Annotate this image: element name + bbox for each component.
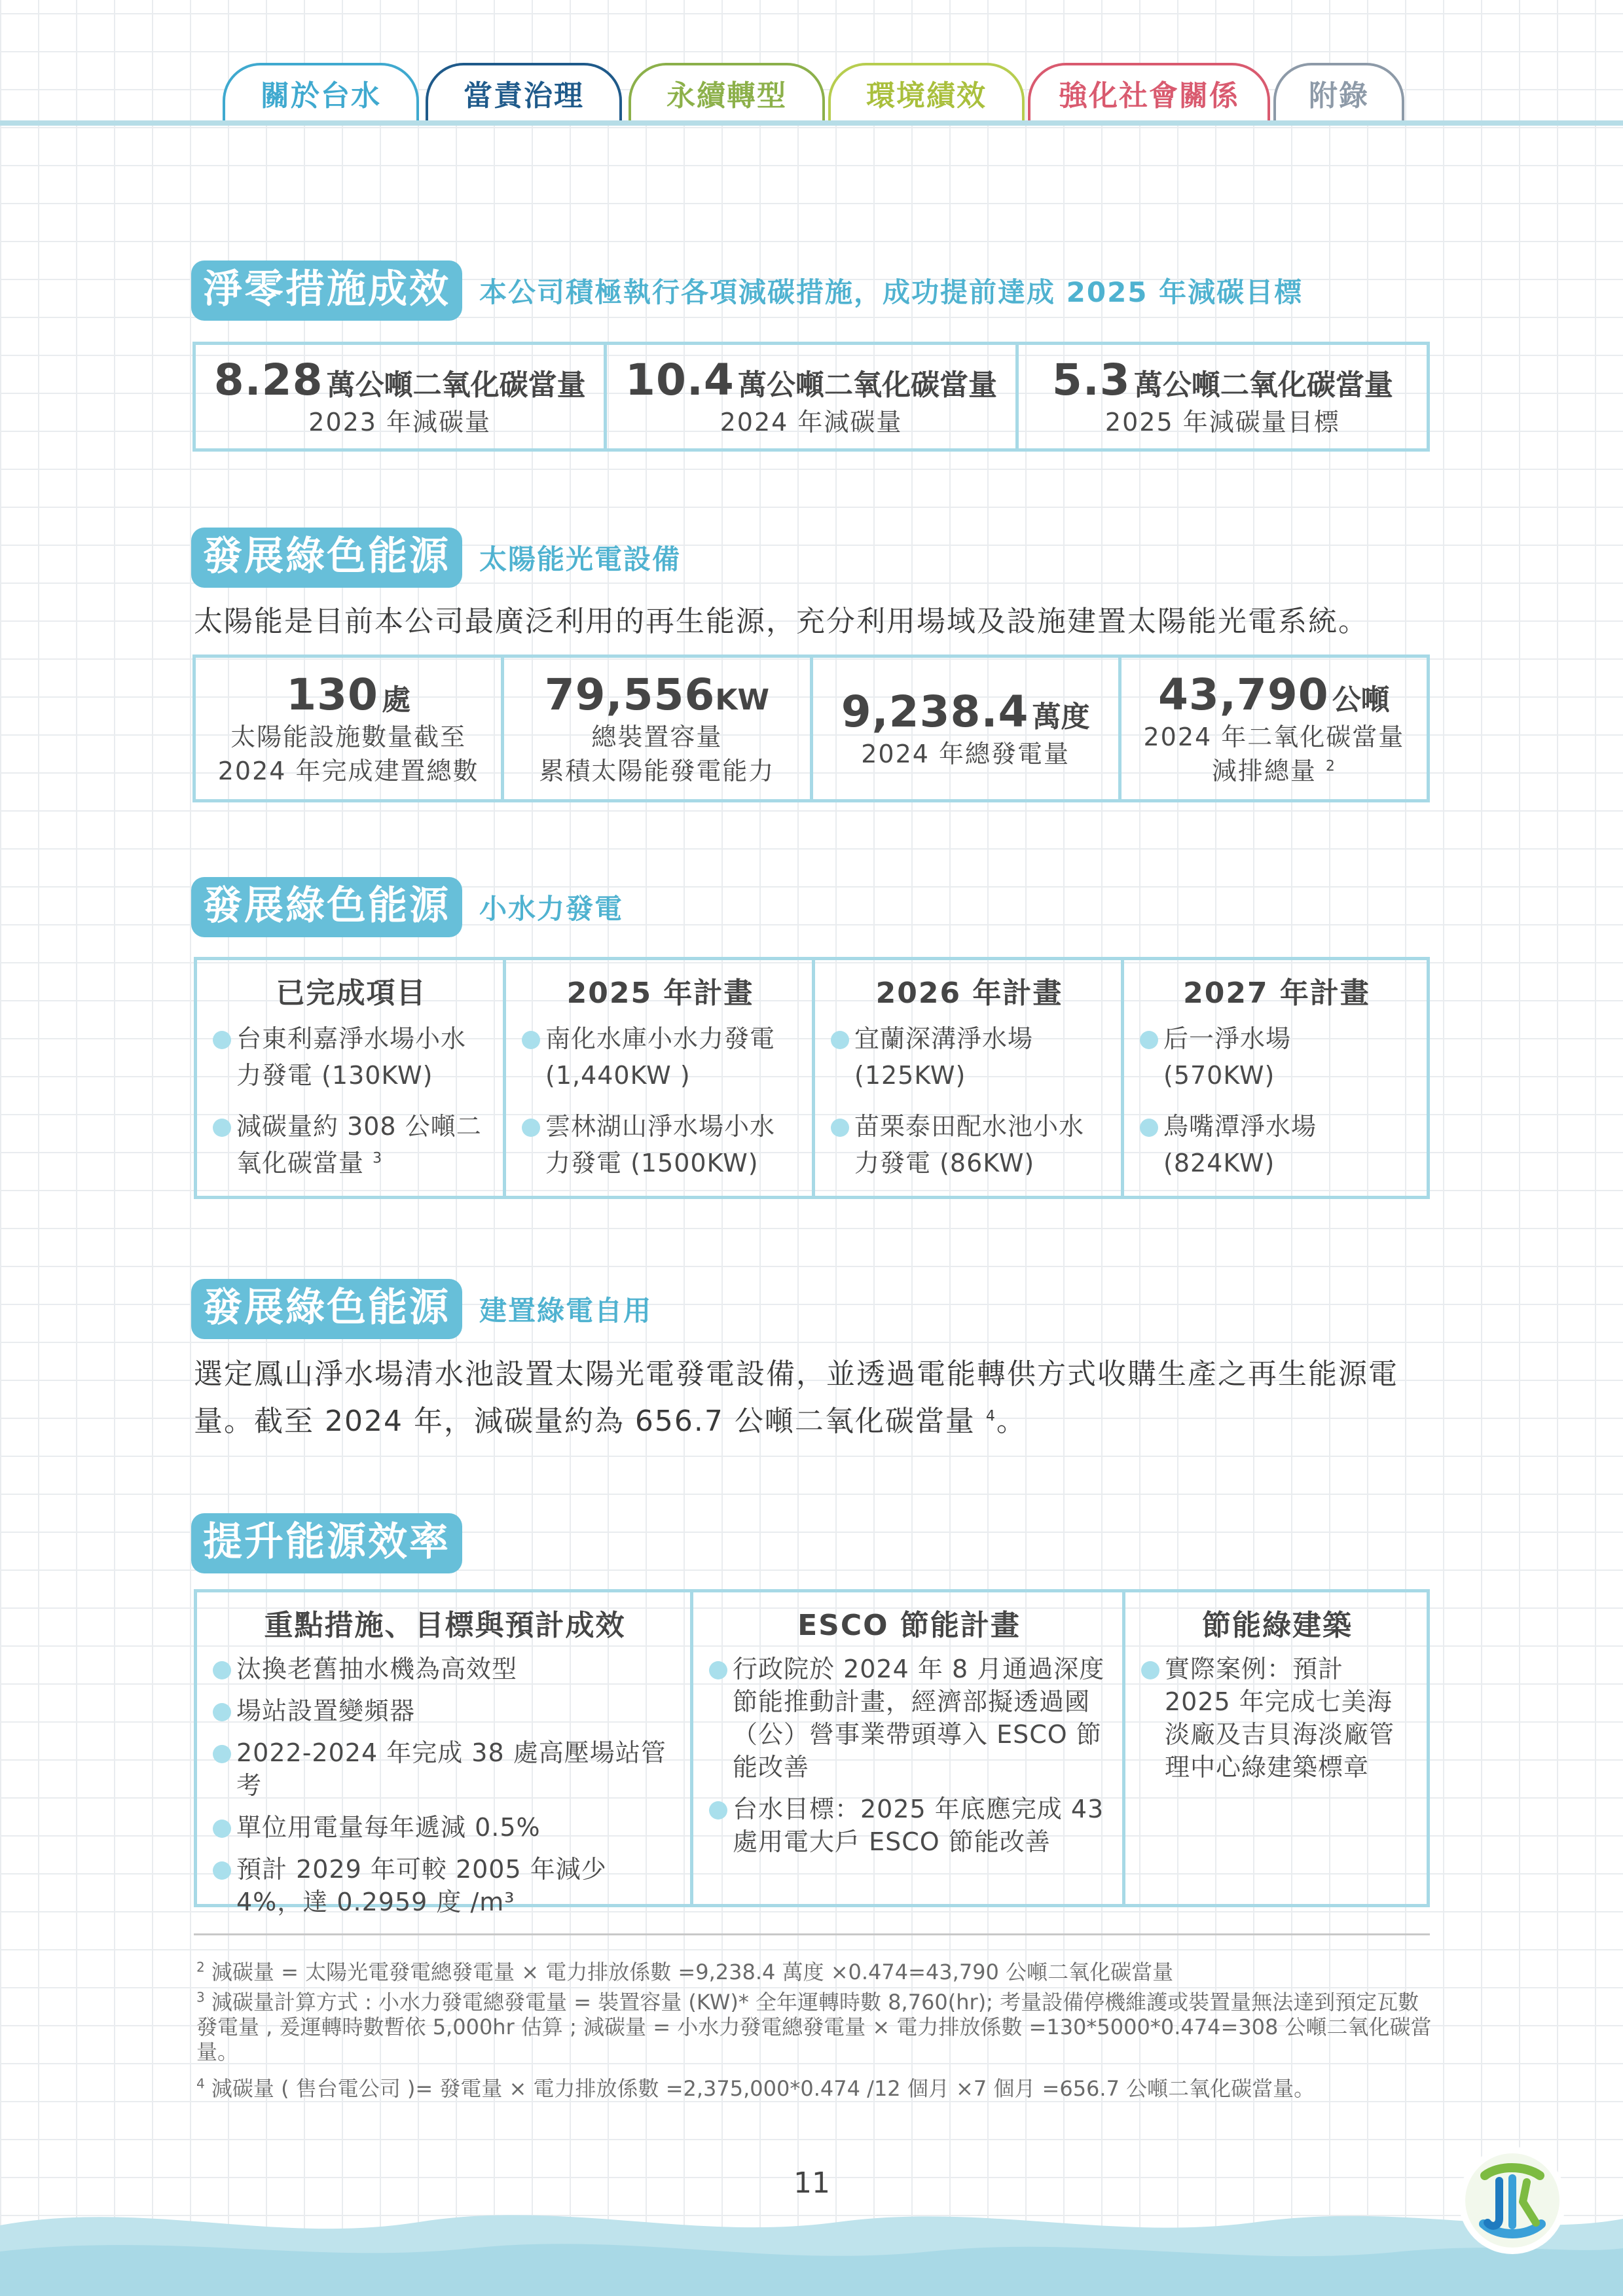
footnote-3: $^3$ 減碳量計算方式 : 小水力發電總發電量 = 裝置容量 (KW)* 全年運轉時數 8,760(hr); 考量設備停機維護或裝置量無法達到預定瓦數發電量 , 爰運轉時數暫依 5,000hr 估算 ; 減碳量 = 小水力發電總發電量 × 電力排放係數 =130*5000*0.474=308 公噸二氧化碳當量。 bbox=[196, 1989, 1432, 2064]
solar-stats bbox=[192, 655, 1430, 802]
list-item: 台東利嘉淨水場小水力發電 (130KW) bbox=[211, 1020, 491, 1094]
footnote-2: $^2$ 減碳量 = 太陽光電發電總發電量 × 電力排放係數 =9,238.4 萬度 ×0.474=43,790 公噸二氧化碳當量 bbox=[196, 1959, 1174, 1984]
hydro-col-2025: 2025 年計畫 南化水庫小水力發電 (1,440KW ) 雲林湖山淨水場小水力發電 (1500KW) bbox=[506, 960, 815, 1196]
hydro-subtitle: 小水力發電 bbox=[479, 893, 624, 925]
efficiency-col-measures: 重點措施、目標與預計成效 汰換老舊抽水機為高效型 場站設置變頻器 2022-2024 年完成 38 處高壓場站管考 單位用電量每年遞減 0.5% 預計 2029 年可較 2005 年減少 4%，達 0.2959 度 /m³ bbox=[197, 1592, 693, 1904]
self-use-title: 發展綠色能源 bbox=[191, 1279, 462, 1339]
net-zero-subtitle: 本公司積極執行各項減碳措施，成功提前達成 2025 年減碳目標 bbox=[479, 276, 1304, 308]
solar-stat-generation: 9,238.4 萬度 2024 年總發電量 bbox=[813, 658, 1122, 799]
hydro-col-completed: 已完成項目 台東利嘉淨水場小水力發電 (130KW) 減碳量約 308 公噸二氧化碳當量 $^3$ bbox=[197, 960, 506, 1196]
page-number: 11 bbox=[793, 2166, 830, 2200]
list-item: 雲林湖山淨水場小水力發電 (1500KW) bbox=[520, 1108, 800, 1181]
efficiency-col-green-building: 節能綠建築 實際案例：預計 2025 年完成七美海淡廠及吉貝海淡廠管理中心綠建築標章 bbox=[1125, 1592, 1427, 1904]
hydro-col-2027: 2027 年計畫 后一淨水場 (570KW) 鳥嘴潭淨水場 (824KW) bbox=[1124, 960, 1427, 1196]
list-item: 實際案例：預計 2025 年完成七美海淡廠及吉貝海淡廠管理中心綠建築標章 bbox=[1140, 1653, 1415, 1784]
net-zero-stats bbox=[192, 342, 1430, 452]
self-use-heading bbox=[191, 1279, 652, 1339]
hydro-col-2026: 2026 年計畫 宜蘭深溝淨水場 (125KW) 苗栗泰田配水池小水力發電 (86KW) bbox=[815, 960, 1124, 1196]
stat-2025: 5.3 萬公噸二氧化碳當量 2025 年減碳量目標 bbox=[1051, 354, 1393, 437]
section-tabs bbox=[216, 63, 1395, 123]
list-item: 場站設置變頻器 bbox=[211, 1695, 678, 1727]
list-item: 鳥嘴潭淨水場 (824KW) bbox=[1139, 1108, 1321, 1181]
tab-about[interactable]: 關於台水 bbox=[223, 63, 419, 120]
list-item: 汰換老舊抽水機為高效型 bbox=[211, 1653, 678, 1685]
hydro-title: 發展綠色能源 bbox=[191, 877, 462, 937]
list-item: 行政院於 2024 年 8 月通過深度節能推動計畫，經濟部擬透過國（公）營事業帶頭導入 ESCO 節能改善 bbox=[708, 1653, 1110, 1784]
stat-2024: 10.4 萬公噸二氧化碳當量 2024 年減碳量 bbox=[607, 345, 1018, 448]
list-item: 台水目標：2025 年底應完成 43 處用電大戶 ESCO 節能改善 bbox=[708, 1793, 1110, 1858]
list-item: 苗栗泰田配水池小水力發電 (86KW) bbox=[830, 1108, 1109, 1181]
hydro-table bbox=[194, 957, 1430, 1199]
solar-stat-reduction: 43,790 公噸 2024 年二氧化碳當量 減排總量 $^2$ bbox=[1143, 669, 1405, 785]
net-zero-heading bbox=[191, 260, 1303, 321]
tab-governance[interactable]: 當責治理 bbox=[426, 63, 622, 120]
footnote-ref: 2 bbox=[1325, 757, 1336, 774]
tab-transformation[interactable]: 永續轉型 bbox=[629, 63, 825, 120]
efficiency-table bbox=[194, 1589, 1430, 1916]
footnote-divider bbox=[194, 1933, 1430, 1935]
list-item: 減碳量約 308 公噸二氧化碳當量 $^3$ bbox=[211, 1108, 491, 1181]
solar-heading bbox=[191, 528, 681, 588]
efficiency-title: 提升能源效率 bbox=[191, 1513, 462, 1573]
list-item: 宜蘭深溝淨水場 (125KW) bbox=[830, 1020, 1109, 1094]
footnote-ref: 3 bbox=[373, 1150, 383, 1167]
header-divider bbox=[0, 120, 1623, 126]
net-zero-title: 淨零措施成效 bbox=[191, 260, 462, 321]
hydro-heading bbox=[191, 877, 623, 937]
tab-appendix[interactable]: 附錄 bbox=[1273, 63, 1404, 120]
tab-environment[interactable]: 環境績效 bbox=[828, 63, 1025, 120]
list-item: 后一淨水場 (570KW) bbox=[1139, 1020, 1294, 1094]
solar-subtitle: 太陽能光電設備 bbox=[479, 543, 682, 575]
tab-social[interactable]: 強化社會關係 bbox=[1028, 63, 1270, 120]
efficiency-heading bbox=[191, 1513, 462, 1573]
footer-wave bbox=[0, 2186, 1623, 2296]
solar-stat-sites: 130 處 太陽能設施數量截至 2024 年完成建置總數 bbox=[196, 658, 504, 799]
solar-intro: 太陽能是目前本公司最廣泛利用的再生能源，充分利用場域及設施建置太陽能光電系統。 bbox=[194, 605, 1368, 638]
list-item: 2022-2024 年完成 38 處高壓場站管考 bbox=[211, 1736, 678, 1802]
efficiency-col-esco: ESCO 節能計畫 行政院於 2024 年 8 月通過深度節能推動計畫，經濟部擬透過國（公）營事業帶頭導入 ESCO 節能改善 台水目標：2025 年底應完成 43 處用電大戶 ESCO 節能改善 bbox=[693, 1592, 1125, 1904]
list-item: 南化水庫小水力發電 (1,440KW ) bbox=[520, 1020, 800, 1094]
footnote-ref: 4 bbox=[985, 1408, 996, 1425]
list-item: 預計 2029 年可較 2005 年減少 4%，達 0.2959 度 /m³ bbox=[211, 1853, 678, 1918]
self-use-subtitle: 建置綠電自用 bbox=[479, 1295, 653, 1327]
solar-stat-capacity: 79,556KW 總裝置容量 累積太陽能發電能力 bbox=[504, 658, 812, 799]
list-item: 單位用電量每年遞減 0.5% bbox=[211, 1811, 678, 1844]
footnote-4: $^4$ 減碳量 ( 售台電公司 )= 發電量 × 電力排放係數 =2,375,000*0.474 /12 個月 ×7 個月 =656.7 公噸二氧化碳當量。 bbox=[196, 2075, 1315, 2101]
taiwan-water-logo-icon bbox=[1457, 2145, 1567, 2255]
self-use-body: 選定鳳山淨水場清水池設置太陽光電發電設備，並透過電能轉供方式收購生產之再生能源電量。截至 2024 年，減碳量約為 656.7 公噸二氧化碳當量 $^4$。 bbox=[194, 1357, 1398, 1438]
stat-2023: 8.28 萬公噸二氧化碳當量 2023 年減碳量 bbox=[196, 345, 607, 448]
solar-title: 發展綠色能源 bbox=[191, 528, 462, 588]
